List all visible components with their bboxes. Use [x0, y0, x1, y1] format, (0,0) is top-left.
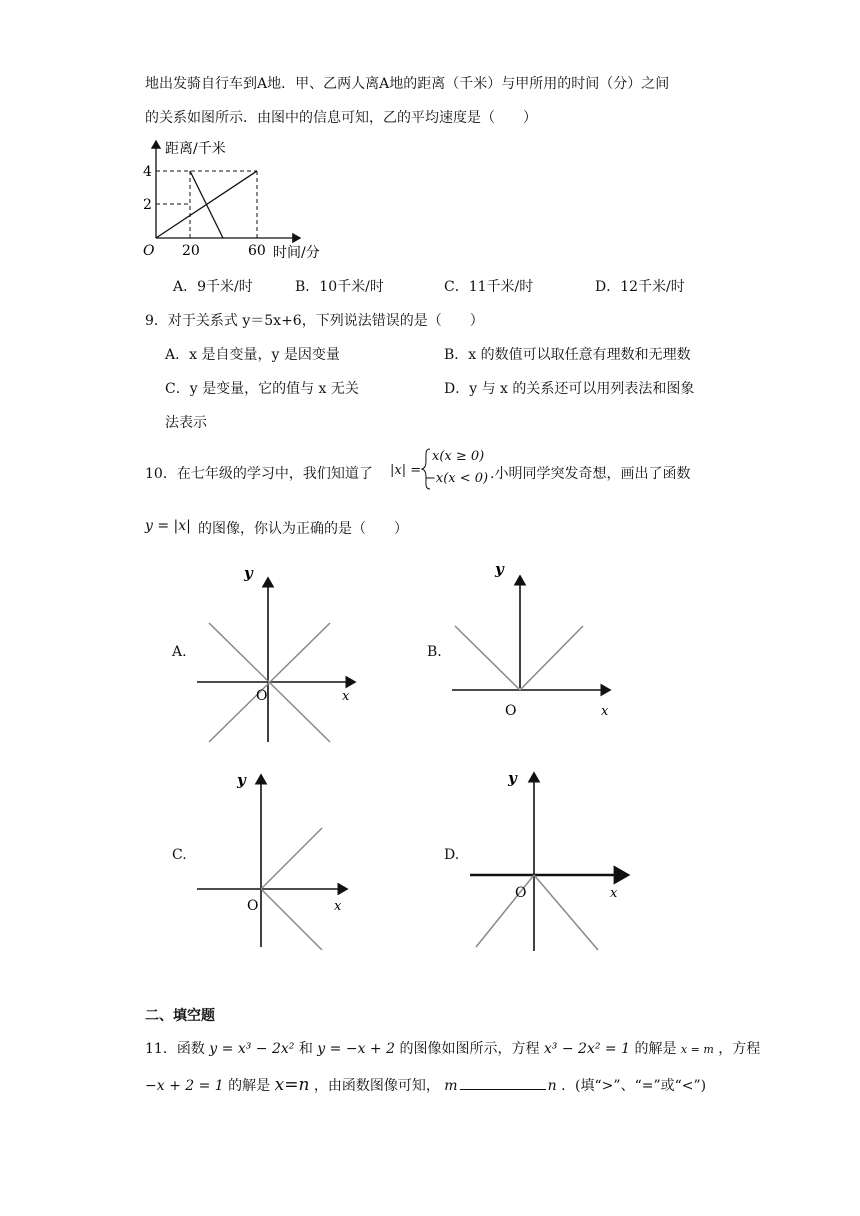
svg-text:O: O — [256, 688, 268, 704]
q10-option-d-label: D. — [444, 847, 460, 863]
q10-option-c-graph — [195, 765, 365, 950]
q8-line-yi — [190, 171, 223, 238]
svg-text:y: y — [508, 769, 517, 787]
svg-text:O: O — [515, 885, 527, 901]
q8-ytick-4: 4 — [143, 164, 152, 180]
q10-line2-func: y = |x| — [145, 518, 191, 534]
svg-text:O: O — [247, 898, 259, 914]
q10-case1: x(x ≥ 0) — [432, 449, 485, 464]
svg-text:O: O — [505, 703, 517, 719]
q10-line2-rest: 的图像，你认为正确的是（ ） — [198, 521, 408, 537]
q11-answer-blank[interactable] — [460, 1077, 546, 1090]
q9-option-b: B．x 的数值可以取任意有理数和无理数 — [444, 347, 691, 363]
svg-text:y: y — [495, 560, 504, 578]
svg-text:y: y — [244, 564, 253, 582]
q8-option-d: D．12千米/时 — [595, 279, 685, 295]
q9-stem: 9．对于关系式 y＝5x+6，下列说法错误的是（ ） — [145, 313, 484, 329]
q10-option-b-graph — [448, 558, 618, 723]
q10-stem-start: 10．在七年级的学习中，我们知道了 — [145, 466, 373, 482]
q10-option-b-label: B. — [427, 644, 442, 660]
q8-ytick-2: 2 — [143, 197, 152, 213]
q9-option-a: A．x 是自变量，y 是因变量 — [165, 347, 340, 363]
q8-option-b: B．10千米/时 — [295, 279, 384, 295]
q8-line2: 的关系如图所示．由图中的信息可知，乙的平均速度是（ ） — [145, 110, 537, 126]
q10-case2: −x(x < 0) — [425, 471, 489, 486]
q10-option-a-label: A. — [172, 644, 187, 660]
svg-text:y: y — [237, 771, 246, 789]
q8-option-c: C．11千米/时 — [444, 279, 534, 295]
q9-option-c: C．y 是变量，它的值与 x 无关 — [165, 381, 359, 397]
q9-option-d: D．y 与 x 的关系还可以用列表法和图象 — [444, 381, 695, 397]
q8-origin: O — [143, 243, 155, 259]
svg-text:x: x — [601, 704, 609, 719]
q8-line1: 地出发骑自行车到A地．甲、乙两人离A地的距离（千米）与甲所用的时间（分）之间 — [145, 76, 670, 92]
q8-xlabel: 时间/分 — [273, 245, 320, 261]
q8-ylabel: 距离/千米 — [165, 141, 226, 157]
q9-option-d-cont: 法表示 — [165, 415, 207, 431]
q10-abs-lhs: |x| = — [390, 463, 422, 478]
svg-text:x: x — [334, 899, 342, 914]
section-title: 二、填空题 — [145, 1008, 215, 1024]
q8-xtick-60: 60 — [248, 243, 266, 259]
q11-line1: 11．函数 y = x³ − 2x² 和 y = −x + 2 的图像如图所示，方程 x³ − 2x² = 1 的解是 x = m ，方程 — [145, 1041, 761, 1057]
q8-xtick-20: 20 — [182, 243, 200, 259]
q10-option-a-graph — [195, 560, 365, 745]
q10-option-d-graph — [468, 765, 638, 955]
q10-stem-mid: .小明同学突发奇想，画出了函数 — [490, 466, 691, 482]
q10-option-c-label: C. — [172, 847, 187, 863]
q8-option-a: A．9千米/时 — [173, 279, 253, 295]
q8-distance-time-graph — [135, 135, 355, 270]
svg-text:x: x — [610, 886, 618, 901]
svg-text:x: x — [342, 689, 350, 704]
q11-line2: −x + 2 = 1 的解是 x=n ，由函数图像可知， m n ．(填“>”、“=”或“<”) — [145, 1075, 707, 1095]
